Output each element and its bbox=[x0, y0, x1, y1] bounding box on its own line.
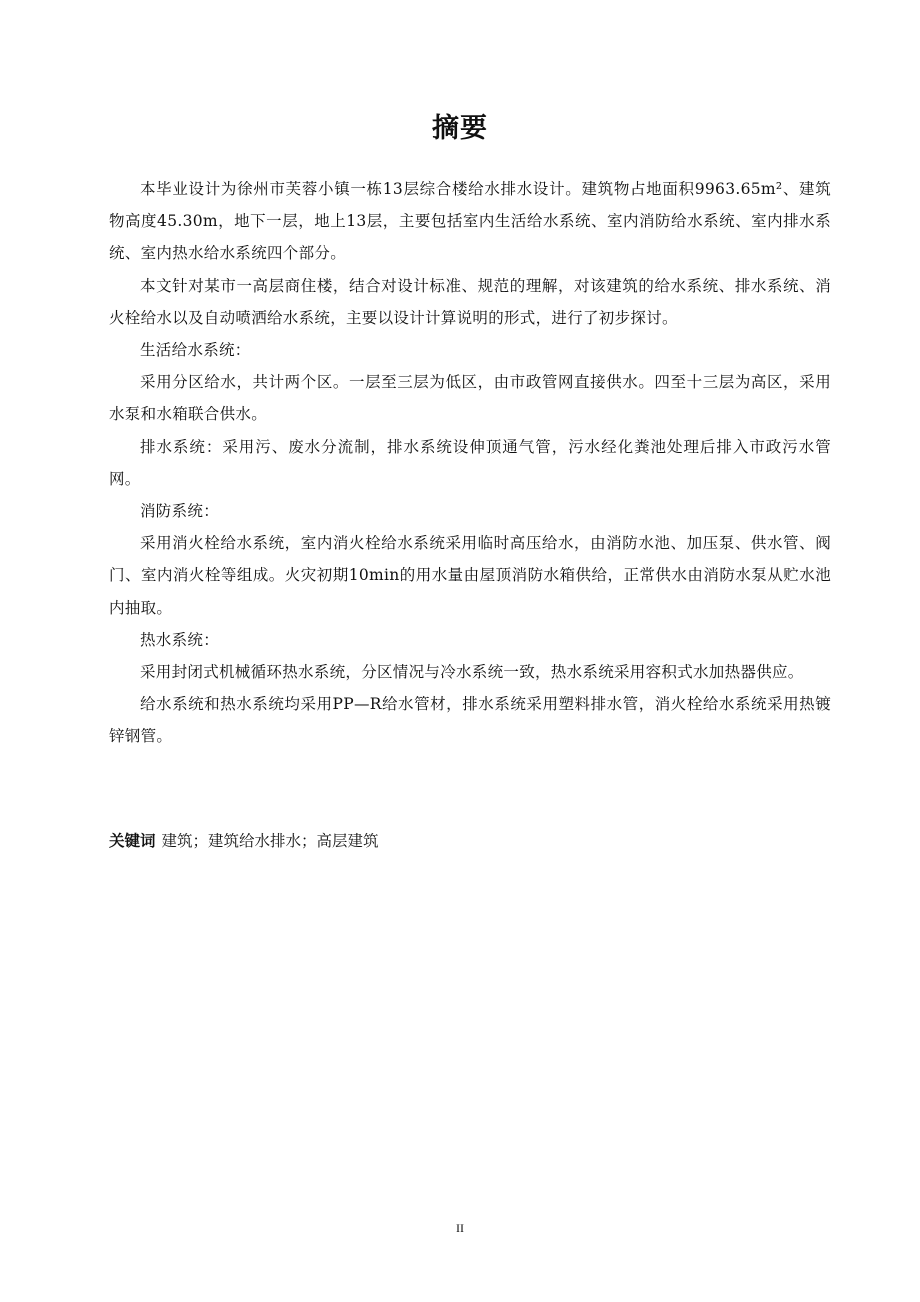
keywords-label: 关键词 bbox=[109, 832, 156, 850]
paragraph-hot-water: 采用封闭式机械循环热水系统，分区情况与冷水系统一致，热水系统采用容积式水加热器供应。 bbox=[140, 663, 804, 682]
heading-domestic-water: 生活给水系统： bbox=[140, 341, 251, 360]
keywords-text: 建筑；建筑给水排水；高层建筑 bbox=[161, 832, 379, 850]
heading-hot-water: 热水系统： bbox=[140, 630, 220, 649]
page-number: II bbox=[456, 1221, 464, 1235]
abstract-title: 摘要 bbox=[432, 113, 488, 144]
paragraph-drainage: 排水系统：采用污、废水分流制，排水系统设伸顶通气管，污水经化粪池处理后排入市政污水管网。 bbox=[109, 437, 831, 488]
heading-fire-protection: 消防系统： bbox=[140, 502, 220, 521]
keywords-line bbox=[109, 827, 831, 855]
paragraph-scope: 本文针对某市一高层商住楼，结合对设计标准、规范的理解，对该建筑的给水系统、排水系统、消火栓给水以及自动喷洒给水系统，主要以设计计算说明的形式，进行了初步探讨。 bbox=[109, 276, 831, 327]
paragraph-overview: 本毕业设计为徐州市芙蓉小镇一栋13层综合楼给水排水设计。建筑物占地面积9963.65m²、建筑物高度45.30m，地下一层，地上13层，主要包括室内生活给水系统、室内消防给水系统、室内排水系统、室内热水给水系统四个部分。 bbox=[109, 180, 831, 263]
paragraph-materials: 给水系统和热水系统均采用PP—R给水管材，排水系统采用塑料排水管，消火栓给水系统采用热镀锌钢管。 bbox=[109, 695, 831, 746]
abstract-body bbox=[109, 173, 831, 753]
paragraph-domestic-water: 采用分区给水，共计两个区。一层至三层为低区，由市政管网直接供水。四至十三层为高区，采用水泵和水箱联合供水。 bbox=[109, 373, 831, 424]
paragraph-fire-protection: 采用消火栓给水系统，室内消火栓给水系统采用临时高压给水，由消防水池、加压泵、供水管、阀门、室内消火栓等组成。火灾初期10min的用水量由屋顶消防水箱供给，正常供水由消防水泵从贮水池内抽取。 bbox=[109, 534, 831, 617]
